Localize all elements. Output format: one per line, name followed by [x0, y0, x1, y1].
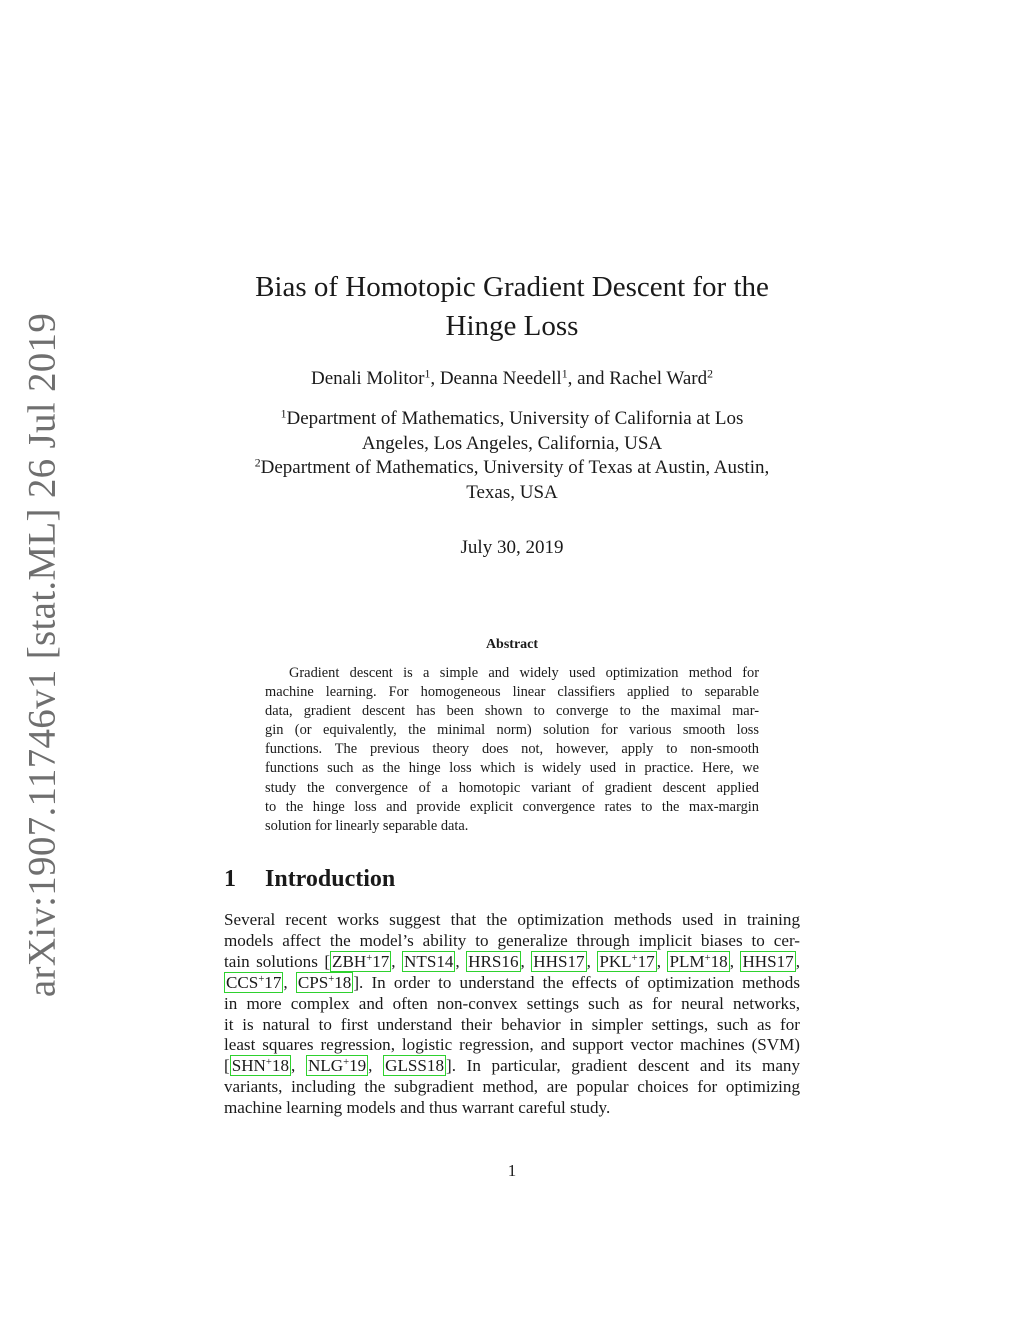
abstract-line: study the convergence of a homotopic variant of gradient descent applied: [265, 779, 759, 796]
abstract-line: solution for linearly separable data.: [265, 817, 469, 834]
arxiv-identifier-text: arXiv:1907.11746v1 [stat.ML] 26 Jul 2019: [20, 312, 64, 998]
affiliation-number: 1: [280, 407, 287, 421]
citation-link[interactable]: GLSS18: [385, 1056, 445, 1076]
section-title: Introduction: [265, 866, 396, 892]
citation-link[interactable]: PLM+18: [669, 951, 728, 971]
paragraph-line: it is natural to first understand their behavior in simpler settings, such as for: [224, 1014, 800, 1034]
citation-link[interactable]: CCS+17: [226, 972, 282, 992]
author-affiliation-mark: 2: [707, 367, 713, 381]
page-number: 1: [507, 1161, 517, 1180]
citation-link[interactable]: NLG+19: [307, 1056, 367, 1076]
author-list: [200, 366, 824, 392]
abstract-line: data, gradient descent has been shown to converge to the maximal mar-: [265, 703, 759, 720]
introduction-paragraph: [224, 910, 800, 1119]
publication-date: July 30, 2019: [460, 537, 564, 558]
author-name: Deanna Needell: [439, 368, 562, 389]
citation-link[interactable]: HRS16: [468, 951, 519, 971]
citation-separator: ,: [283, 972, 296, 992]
citation-separator: ,: [520, 951, 532, 971]
citation-link[interactable]: CPS+18: [297, 972, 352, 992]
affiliation-line: [200, 407, 824, 432]
author-name: Denali Molitor: [310, 368, 425, 389]
paragraph-line: least squares regression, logistic regression, and support vector machines (SVM): [224, 1035, 800, 1055]
abstract-line: functions. The previous theory does not, however, apply to non-smooth: [265, 741, 759, 758]
paragraph-line: [224, 973, 800, 994]
abstract-line: to the hinge loss and provide explicit convergence rates to the max-margin: [265, 798, 759, 815]
author-affiliation-mark: 1: [561, 367, 568, 381]
citation-link[interactable]: SHN+18: [231, 1056, 289, 1076]
abstract-line: functions such as the hinge loss which is widely used in practice. Here, we: [265, 760, 759, 777]
author-separator: ,: [430, 368, 440, 389]
abstract-line: Gradient descent is a simple and widely used optimization method for: [289, 665, 759, 681]
citation-link[interactable]: HHS17: [533, 951, 585, 971]
affiliation-text: Department of Mathematics, University of Texas at Austin, Austin,: [260, 457, 770, 478]
citation-separator: ,: [391, 951, 403, 971]
paragraph-line: [224, 1056, 800, 1077]
citation-link[interactable]: HHS17: [742, 951, 794, 971]
paper-title: [200, 268, 824, 346]
paragraph-line: [224, 952, 800, 973]
citation-separator: ,: [455, 951, 467, 971]
section-heading-introduction: [224, 866, 395, 893]
citation-link[interactable]: ZBH+17: [332, 951, 390, 971]
author-name: Rachel Ward: [609, 368, 708, 389]
citation-separator: ,: [586, 951, 598, 971]
citation-separator: ,: [290, 1056, 306, 1076]
text-run: tain solutions [: [224, 951, 331, 971]
affiliation-line: Angeles, Los Angeles, California, USA: [361, 432, 663, 454]
paragraph-line: machine learning models and thus warrant careful study.: [224, 1098, 611, 1118]
affiliation-text: Department of Mathematics, University of California at Los: [286, 408, 744, 429]
affiliation-line: [200, 456, 824, 481]
abstract-text: [265, 664, 759, 836]
affiliation-number: 2: [254, 456, 261, 470]
abstract-line: gin (or equivalently, the minimal norm) solution for various smooth loss: [265, 722, 759, 739]
citation-separator: ,: [729, 951, 741, 971]
text-run: [: [224, 1056, 230, 1076]
title-line: Hinge Loss: [445, 310, 579, 342]
section-number: 1: [224, 866, 236, 892]
citation-separator: ,: [795, 951, 801, 971]
paragraph-line: models affect the model’s ability to generalize through implicit biases to cer-: [224, 930, 800, 950]
abstract-line: machine learning. For homogeneous linear classifiers applied to separable: [265, 684, 759, 701]
paragraph-line: variants, including the subgradient method, are popular choices for optimizing: [224, 1077, 800, 1097]
paragraph-line: in more complex and often non-convex settings such as for neural networks,: [224, 993, 800, 1013]
author-separator: , and: [567, 368, 610, 389]
citation-separator: ,: [656, 951, 668, 971]
text-run: ]. In order to understand the effects of optimization methods: [353, 972, 800, 992]
title-line: Bias of Homotopic Gradient Descent for the: [255, 271, 769, 303]
abstract-heading: Abstract: [485, 637, 539, 652]
affiliation-list: [200, 407, 824, 505]
author-affiliation-mark: 1: [424, 367, 431, 381]
text-run: ]. In particular, gradient descent and its many: [446, 1056, 801, 1076]
citation-link[interactable]: NTS14: [404, 951, 454, 971]
citation-link[interactable]: PKL+17: [599, 951, 655, 971]
affiliation-line: Texas, USA: [466, 481, 558, 503]
citation-separator: ,: [368, 1056, 384, 1076]
paragraph-line: Several recent works suggest that the optimization methods used in training: [224, 910, 800, 929]
